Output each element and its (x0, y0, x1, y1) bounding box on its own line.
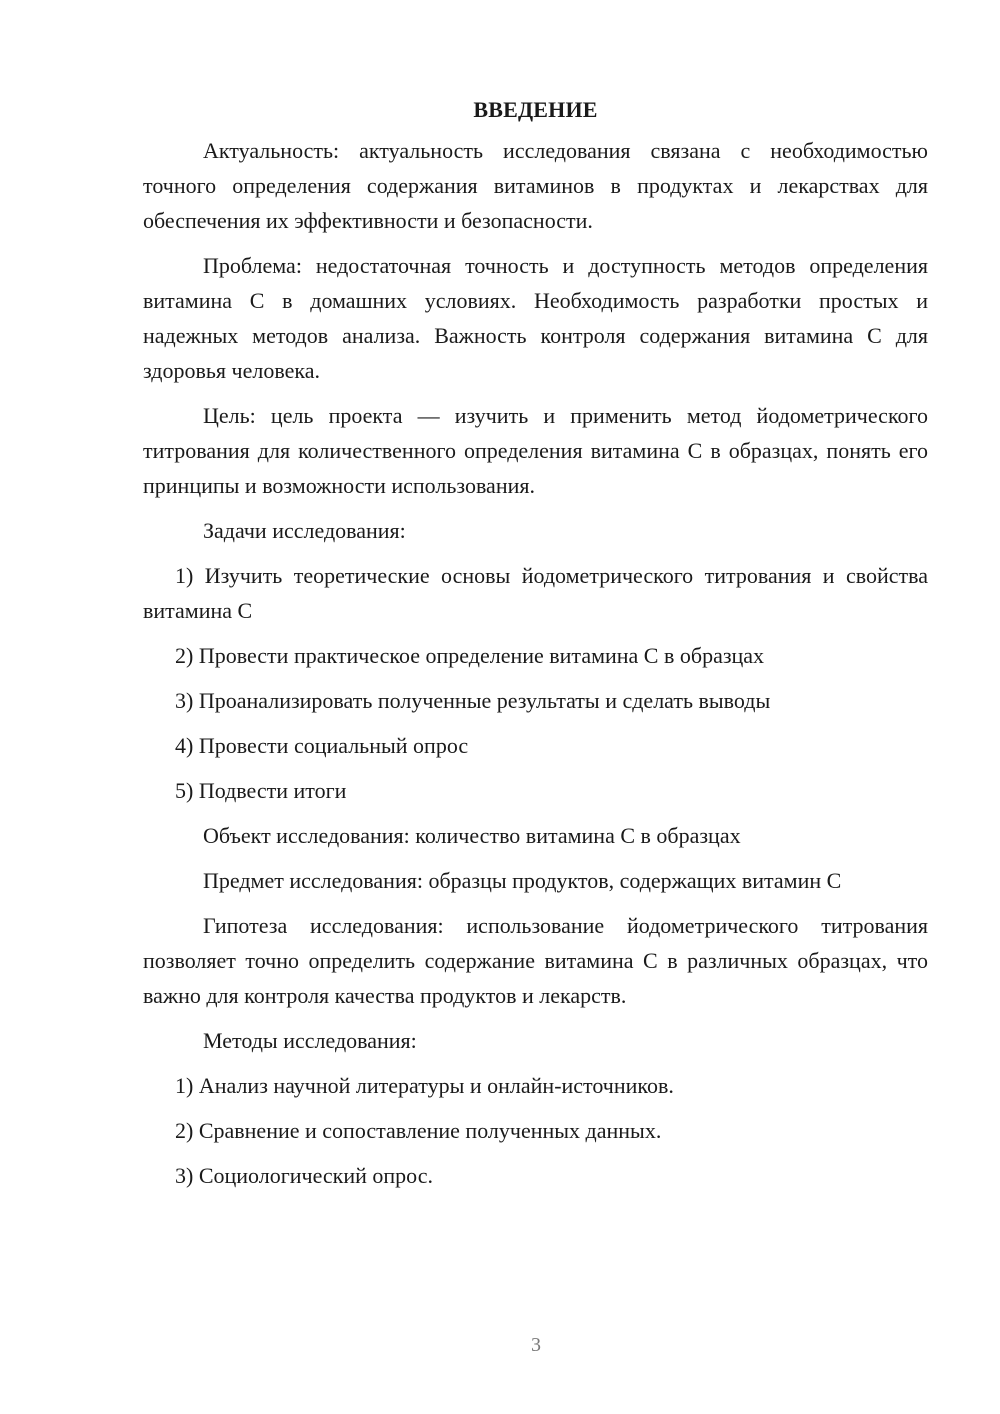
page-number: 3 (531, 1334, 541, 1356)
document-page (143, 92, 928, 1203)
tasks-heading: Задачи исследования: (203, 518, 406, 543)
research-subject: Предмет исследования: образцы продуктов, содержащих витамин С (203, 868, 842, 893)
relevance-paragraph: Актуальность: актуальность исследования связана с необходимостью точного определения содержания витаминов в продуктах и лекарствах для обеспечения их эффективности и безопасности. (143, 138, 928, 233)
task-item-5: 5) Подвести итоги (175, 778, 347, 803)
problem-paragraph: Проблема: недостаточная точность и доступность методов определения витамина С в домашних условиях. Необходимость разработки простых и надежных методов анализа. Важность контроля содержания витамина С для здоровья человека. (143, 253, 928, 383)
method-item-2: 2) Сравнение и сопоставление полученных данных. (175, 1118, 662, 1143)
hypothesis-paragraph: Гипотеза исследования: использование йодометрического титрования позволяет точно определить содержание витамина С в различных образцах, что важно для контроля качества продуктов и лекарств. (143, 913, 928, 1008)
task-item-2: 2) Провести практическое определение витамина С в образцах (175, 643, 765, 668)
research-object: Объект исследования: количество витамина С в образцах (203, 823, 741, 848)
task-item-4: 4) Провести социальный опрос (175, 733, 469, 758)
method-item-1: 1) Анализ научной литературы и онлайн-источников. (175, 1073, 674, 1098)
goal-paragraph: Цель: цель проекта — изучить и применить метод йодометрического титрования для количественного определения витамина С в образцах, понять его принципы и возможности использования. (143, 403, 928, 498)
page-title: ВВЕДЕНИЕ (473, 97, 598, 122)
task-item-3: 3) Проанализировать полученные результаты и сделать выводы (175, 688, 771, 713)
methods-heading: Методы исследования: (203, 1028, 417, 1053)
task-item-1: 1) Изучить теоретические основы йодометрического титрования и свойства витамина С (143, 563, 928, 623)
method-item-3: 3) Социологический опрос. (175, 1163, 433, 1188)
